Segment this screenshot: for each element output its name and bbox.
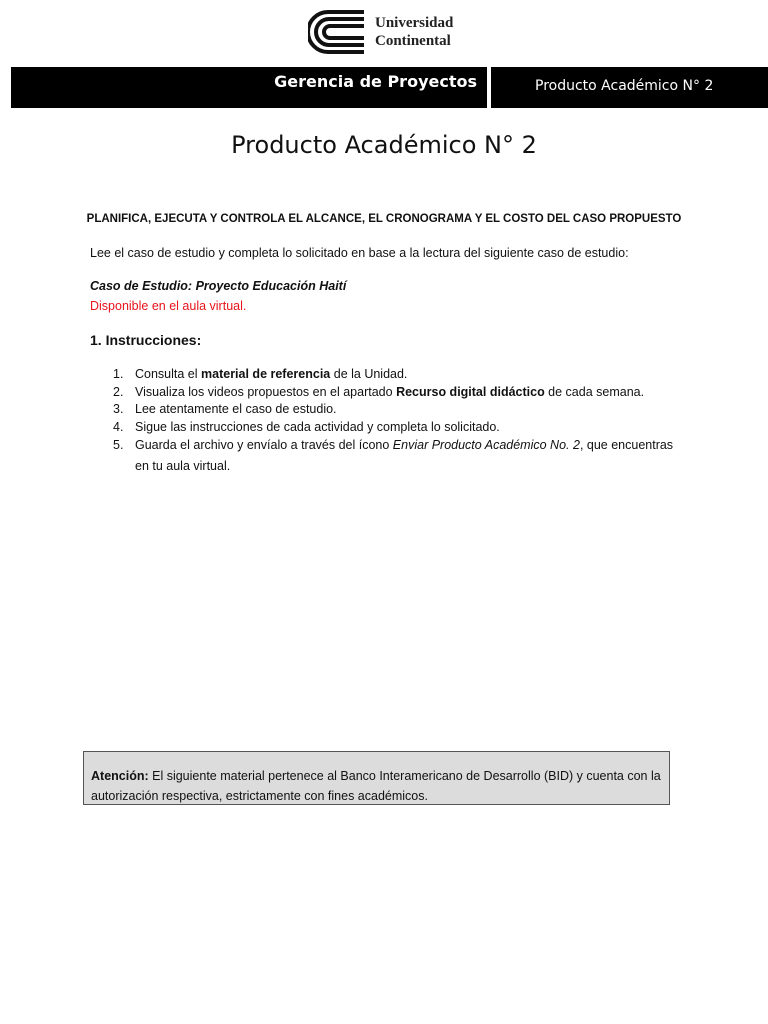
university-logo xyxy=(308,10,468,56)
course-banner xyxy=(11,67,487,108)
instruction-item xyxy=(90,401,690,419)
instruction-text: Visualiza los videos propuestos en el apartado xyxy=(135,384,397,399)
instruction-text: Sigue las instrucciones de cada actividad y completa lo solicitado. xyxy=(135,419,500,434)
university-logo-icon xyxy=(308,10,366,54)
instruction-number: 1. xyxy=(113,367,124,381)
instruction-text: Lee atentamente el caso de estudio. xyxy=(135,402,337,416)
document-subtitle: PLANIFICA, EJECUTA Y CONTROLA EL ALCANCE, EL CRONOGRAMA Y EL COSTO DEL CASO PROPUESTO xyxy=(86,213,682,225)
instruction-continuation: en tu aula virtual. xyxy=(135,458,231,473)
instruction-text: Consulta el xyxy=(135,367,202,381)
course-name: Gerencia de Proyectos xyxy=(274,72,477,91)
instruction-text-end: , que encuentras xyxy=(579,438,674,452)
instruction-emphasis: material de referencia xyxy=(201,367,331,381)
intro-paragraph: Lee el caso de estudio y completa lo solicitado en base a la lectura del siguiente caso de estudio: xyxy=(90,246,629,260)
logo-line-2: Continental xyxy=(375,33,451,49)
instruction-number: 4. xyxy=(113,419,124,434)
attention-notice xyxy=(83,751,670,805)
instruction-item xyxy=(90,437,690,475)
case-study-availability: Disponible en el aula virtual. xyxy=(90,299,247,313)
case-study-title: Caso de Estudio: Proyecto Educación Haití xyxy=(90,279,347,293)
instruction-item xyxy=(90,384,690,402)
logo-line-1: Universidad xyxy=(375,15,454,31)
instruction-item xyxy=(90,366,690,384)
instruction-text-end: de la Unidad. xyxy=(330,367,408,381)
instruction-number: 3. xyxy=(113,402,124,416)
instructions-list xyxy=(90,366,690,475)
instruction-emphasis: Enviar Producto Académico No. 2 xyxy=(392,438,580,452)
instruction-text-end: de cada semana. xyxy=(544,384,645,399)
logo-wordmark xyxy=(375,14,453,50)
instructions-heading: 1. Instrucciones: xyxy=(90,332,202,348)
instruction-number: 5. xyxy=(113,438,124,452)
instruction-text: Guarda el archivo y envíalo a través del ícono xyxy=(135,438,393,452)
instruction-emphasis: Recurso digital didáctico xyxy=(396,384,545,399)
attention-text: El siguiente material pertenece al Banco Interamericano de Desarrollo (BID) y cuenta con la autorización respectiva, estrictamente con fines académicos. xyxy=(91,769,661,803)
product-banner xyxy=(491,67,768,108)
instruction-number: 2. xyxy=(113,384,124,399)
attention-label: Atención: xyxy=(91,769,149,783)
product-banner-label: Producto Académico N° 2 xyxy=(535,78,714,94)
document-title: Producto Académico N° 2 xyxy=(231,131,537,159)
instruction-item xyxy=(90,419,690,437)
